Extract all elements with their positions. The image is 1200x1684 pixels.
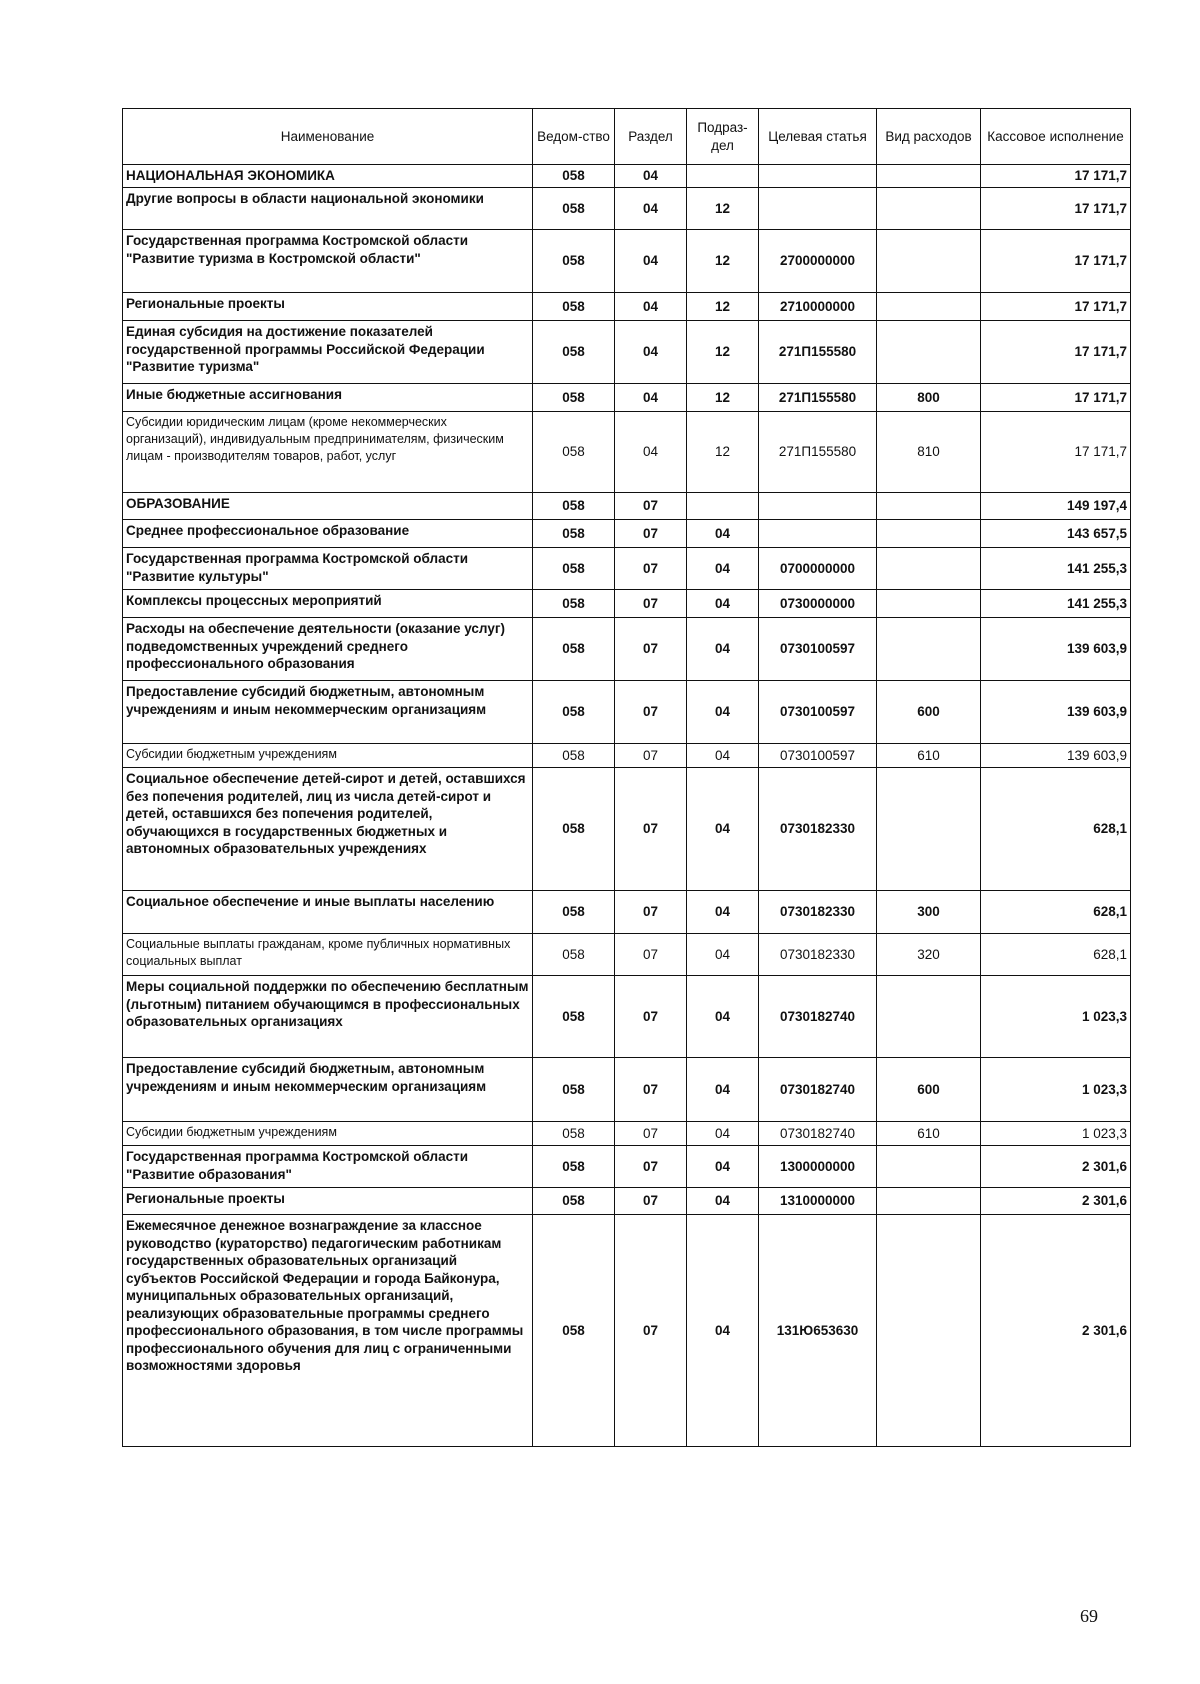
cell-vedomstvo: 058 — [533, 891, 615, 934]
cell-podrazdel: 04 — [687, 520, 759, 548]
cell-podrazdel: 12 — [687, 293, 759, 321]
cell-vedomstvo: 058 — [533, 1058, 615, 1122]
table-row — [123, 934, 1131, 976]
cell-vedomstvo: 058 — [533, 618, 615, 681]
cell-podrazdel: 04 — [687, 768, 759, 891]
cell-razdel: 07 — [615, 1122, 687, 1146]
cell-vedomstvo: 058 — [533, 976, 615, 1058]
cell-kassovoe-ispolnenie: 139 603,9 — [981, 618, 1131, 681]
table-row — [123, 1215, 1131, 1447]
table-row — [123, 744, 1131, 768]
table-row — [123, 590, 1131, 618]
cell-vid-rashodov: 320 — [877, 934, 981, 976]
table-row — [123, 1188, 1131, 1215]
cell-vedomstvo: 058 — [533, 768, 615, 891]
budget-execution-table — [122, 108, 1131, 1447]
cell-name: Субсидии бюджетным учреждениям — [123, 1122, 533, 1146]
table-row — [123, 293, 1131, 321]
table-row — [123, 1122, 1131, 1146]
cell-vid-rashodov — [877, 293, 981, 321]
cell-kassovoe-ispolnenie: 143 657,5 — [981, 520, 1131, 548]
cell-celevaya-statya: 0730100597 — [759, 681, 877, 744]
table-header-row — [123, 109, 1131, 165]
cell-name: Расходы на обеспечение деятельности (оказание услуг) подведомственных учреждений среднего профессионального образования — [123, 618, 533, 681]
cell-kassovoe-ispolnenie: 141 255,3 — [981, 548, 1131, 590]
cell-vedomstvo: 058 — [533, 293, 615, 321]
cell-vedomstvo: 058 — [533, 681, 615, 744]
cell-podrazdel: 04 — [687, 1188, 759, 1215]
cell-name: Субсидии бюджетным учреждениям — [123, 744, 533, 768]
cell-vedomstvo: 058 — [533, 1122, 615, 1146]
cell-celevaya-statya — [759, 520, 877, 548]
cell-vid-rashodov — [877, 520, 981, 548]
cell-podrazdel: 04 — [687, 1146, 759, 1188]
cell-name: Другие вопросы в области национальной экономики — [123, 188, 533, 230]
cell-name: Среднее профессиональное образование — [123, 520, 533, 548]
cell-kassovoe-ispolnenie: 2 301,6 — [981, 1188, 1131, 1215]
table-row — [123, 188, 1131, 230]
cell-razdel: 07 — [615, 548, 687, 590]
cell-celevaya-statya: 0730182330 — [759, 891, 877, 934]
cell-name: Предоставление субсидий бюджетным, автономным учреждениям и иным некоммерческим организациям — [123, 681, 533, 744]
cell-vedomstvo: 058 — [533, 321, 615, 384]
cell-name: Предоставление субсидий бюджетным, автономным учреждениям и иным некоммерческим организациям — [123, 1058, 533, 1122]
cell-razdel: 07 — [615, 520, 687, 548]
cell-celevaya-statya: 0730182740 — [759, 1122, 877, 1146]
cell-vid-rashodov: 610 — [877, 1122, 981, 1146]
cell-vedomstvo: 058 — [533, 934, 615, 976]
cell-name: Региональные проекты — [123, 1188, 533, 1215]
cell-celevaya-statya: 2710000000 — [759, 293, 877, 321]
cell-name: Меры социальной поддержки по обеспечению бесплатным (льготным) питанием обучающимся в профессиональных образовательных организациях — [123, 976, 533, 1058]
cell-celevaya-statya — [759, 165, 877, 188]
cell-name: Ежемесячное денежное вознаграждение за классное руководство (кураторство) педагогическим работникам государственных образовательных организаций субъектов Российской Федерации и города Байконура, муниципальных образовательных организаций, реализующих образовательные программы среднего профессионального образования, в том числе программы профессионального обучения для лиц с ограниченными возможностями здоровья — [123, 1215, 533, 1447]
table-row — [123, 891, 1131, 934]
cell-podrazdel: 12 — [687, 384, 759, 412]
cell-razdel: 04 — [615, 321, 687, 384]
cell-vedomstvo: 058 — [533, 230, 615, 293]
cell-name: Субсидии юридическим лицам (кроме некоммерческих организаций), индивидуальным предпринимателям, физическим лицам - производителям товаров, работ, услуг — [123, 412, 533, 493]
cell-podrazdel — [687, 493, 759, 520]
cell-celevaya-statya: 131Ю653630 — [759, 1215, 877, 1447]
cell-vid-rashodov — [877, 165, 981, 188]
cell-vid-rashodov: 600 — [877, 1058, 981, 1122]
cell-celevaya-statya: 0730182740 — [759, 976, 877, 1058]
cell-razdel: 07 — [615, 681, 687, 744]
cell-podrazdel: 12 — [687, 188, 759, 230]
cell-vid-rashodov — [877, 230, 981, 293]
cell-razdel: 07 — [615, 744, 687, 768]
cell-kassovoe-ispolnenie: 1 023,3 — [981, 976, 1131, 1058]
cell-podrazdel: 04 — [687, 1058, 759, 1122]
cell-podrazdel: 04 — [687, 1215, 759, 1447]
cell-vedomstvo: 058 — [533, 548, 615, 590]
cell-vid-rashodov — [877, 976, 981, 1058]
cell-razdel: 07 — [615, 1146, 687, 1188]
table-row — [123, 1058, 1131, 1122]
table-row — [123, 768, 1131, 891]
cell-vid-rashodov — [877, 1188, 981, 1215]
cell-kassovoe-ispolnenie: 2 301,6 — [981, 1215, 1131, 1447]
cell-kassovoe-ispolnenie: 1 023,3 — [981, 1058, 1131, 1122]
cell-podrazdel: 04 — [687, 548, 759, 590]
cell-razdel: 07 — [615, 1215, 687, 1447]
cell-razdel: 07 — [615, 976, 687, 1058]
cell-celevaya-statya: 0730182330 — [759, 934, 877, 976]
table-row — [123, 976, 1131, 1058]
cell-vedomstvo: 058 — [533, 1146, 615, 1188]
cell-kassovoe-ispolnenie: 628,1 — [981, 934, 1131, 976]
cell-vid-rashodov — [877, 768, 981, 891]
table-row — [123, 1146, 1131, 1188]
cell-podrazdel: 12 — [687, 230, 759, 293]
cell-razdel: 07 — [615, 768, 687, 891]
cell-celevaya-statya: 271П155580 — [759, 384, 877, 412]
cell-kassovoe-ispolnenie: 17 171,7 — [981, 230, 1131, 293]
table-row — [123, 321, 1131, 384]
cell-name: Государственная программа Костромской области "Развитие культуры" — [123, 548, 533, 590]
cell-celevaya-statya: 0730100597 — [759, 744, 877, 768]
cell-razdel: 07 — [615, 590, 687, 618]
cell-kassovoe-ispolnenie: 17 171,7 — [981, 188, 1131, 230]
cell-vedomstvo: 058 — [533, 412, 615, 493]
header-podrazdel: Подраз-дел — [687, 109, 759, 165]
cell-podrazdel: 04 — [687, 618, 759, 681]
cell-razdel: 07 — [615, 1188, 687, 1215]
cell-kassovoe-ispolnenie: 628,1 — [981, 768, 1131, 891]
table-row — [123, 548, 1131, 590]
cell-razdel: 04 — [615, 293, 687, 321]
table-body — [123, 165, 1131, 1447]
header-name: Наименование — [123, 109, 533, 165]
cell-vedomstvo: 058 — [533, 165, 615, 188]
cell-podrazdel: 04 — [687, 590, 759, 618]
cell-razdel: 04 — [615, 188, 687, 230]
cell-vedomstvo: 058 — [533, 493, 615, 520]
cell-kassovoe-ispolnenie: 149 197,4 — [981, 493, 1131, 520]
cell-vid-rashodov: 800 — [877, 384, 981, 412]
cell-podrazdel: 12 — [687, 321, 759, 384]
cell-kassovoe-ispolnenie: 17 171,7 — [981, 293, 1131, 321]
cell-celevaya-statya: 0700000000 — [759, 548, 877, 590]
cell-celevaya-statya: 0730100597 — [759, 618, 877, 681]
cell-podrazdel: 04 — [687, 891, 759, 934]
cell-razdel: 07 — [615, 934, 687, 976]
table-row — [123, 412, 1131, 493]
cell-razdel: 07 — [615, 1058, 687, 1122]
cell-celevaya-statya: 271П155580 — [759, 321, 877, 384]
header-kassovoe-ispolnenie: Кассовое исполнение — [981, 109, 1131, 165]
cell-kassovoe-ispolnenie: 628,1 — [981, 891, 1131, 934]
cell-kassovoe-ispolnenie: 1 023,3 — [981, 1122, 1131, 1146]
cell-razdel: 04 — [615, 230, 687, 293]
table-row — [123, 681, 1131, 744]
cell-razdel: 04 — [615, 384, 687, 412]
cell-celevaya-statya — [759, 493, 877, 520]
cell-kassovoe-ispolnenie: 17 171,7 — [981, 321, 1131, 384]
cell-name: ОБРАЗОВАНИЕ — [123, 493, 533, 520]
cell-kassovoe-ispolnenie: 139 603,9 — [981, 744, 1131, 768]
cell-vid-rashodov — [877, 1146, 981, 1188]
cell-name: Государственная программа Костромской области "Развитие образования" — [123, 1146, 533, 1188]
cell-vedomstvo: 058 — [533, 384, 615, 412]
cell-razdel: 07 — [615, 618, 687, 681]
cell-kassovoe-ispolnenie: 17 171,7 — [981, 165, 1131, 188]
cell-vedomstvo: 058 — [533, 188, 615, 230]
cell-celevaya-statya: 0730182740 — [759, 1058, 877, 1122]
cell-celevaya-statya — [759, 188, 877, 230]
cell-kassovoe-ispolnenie: 17 171,7 — [981, 384, 1131, 412]
cell-celevaya-statya: 1310000000 — [759, 1188, 877, 1215]
cell-kassovoe-ispolnenie: 141 255,3 — [981, 590, 1131, 618]
cell-kassovoe-ispolnenie: 139 603,9 — [981, 681, 1131, 744]
cell-celevaya-statya: 2700000000 — [759, 230, 877, 293]
header-razdel: Раздел — [615, 109, 687, 165]
cell-podrazdel: 04 — [687, 1122, 759, 1146]
cell-vedomstvo: 058 — [533, 1215, 615, 1447]
cell-podrazdel: 12 — [687, 412, 759, 493]
header-celevaya-statya: Целевая статья — [759, 109, 877, 165]
cell-name: Иные бюджетные ассигнования — [123, 384, 533, 412]
cell-vid-rashodov — [877, 548, 981, 590]
cell-name: Государственная программа Костромской области "Развитие туризма в Костромской области" — [123, 230, 533, 293]
table-row — [123, 230, 1131, 293]
table-row — [123, 520, 1131, 548]
cell-name: Социальные выплаты гражданам, кроме публичных нормативных социальных выплат — [123, 934, 533, 976]
header-vedomstvo: Ведом-ство — [533, 109, 615, 165]
cell-celevaya-statya: 271П155580 — [759, 412, 877, 493]
cell-name: Социальное обеспечение и иные выплаты населению — [123, 891, 533, 934]
cell-razdel: 07 — [615, 891, 687, 934]
cell-vid-rashodov — [877, 618, 981, 681]
cell-vedomstvo: 058 — [533, 1188, 615, 1215]
cell-podrazdel: 04 — [687, 934, 759, 976]
cell-celevaya-statya: 0730182330 — [759, 768, 877, 891]
table-row — [123, 618, 1131, 681]
cell-razdel: 04 — [615, 412, 687, 493]
cell-vid-rashodov: 600 — [877, 681, 981, 744]
cell-kassovoe-ispolnenie: 17 171,7 — [981, 412, 1131, 493]
page-number: 69 — [1080, 1606, 1098, 1626]
cell-kassovoe-ispolnenie: 2 301,6 — [981, 1146, 1131, 1188]
cell-vid-rashodov: 810 — [877, 412, 981, 493]
cell-razdel: 04 — [615, 165, 687, 188]
cell-celevaya-statya: 1300000000 — [759, 1146, 877, 1188]
cell-vid-rashodov — [877, 1215, 981, 1447]
cell-vedomstvo: 058 — [533, 744, 615, 768]
cell-vid-rashodov: 610 — [877, 744, 981, 768]
cell-vid-rashodov — [877, 493, 981, 520]
cell-vedomstvo: 058 — [533, 520, 615, 548]
cell-vid-rashodov: 300 — [877, 891, 981, 934]
cell-name: Социальное обеспечение детей-сирот и детей, оставшихся без попечения родителей, лиц из числа детей-сирот и детей, оставшихся без попечения родителей, обучающихся в государственных бюджетных и автономных образовательных учреждениях — [123, 768, 533, 891]
cell-podrazdel: 04 — [687, 744, 759, 768]
cell-name: Комплексы процессных мероприятий — [123, 590, 533, 618]
cell-podrazdel: 04 — [687, 681, 759, 744]
cell-razdel: 07 — [615, 493, 687, 520]
cell-vid-rashodov — [877, 321, 981, 384]
cell-name: НАЦИОНАЛЬНАЯ ЭКОНОМИКА — [123, 165, 533, 188]
header-vid-rashodov: Вид расходов — [877, 109, 981, 165]
cell-vid-rashodov — [877, 188, 981, 230]
table-row — [123, 165, 1131, 188]
cell-vedomstvo: 058 — [533, 590, 615, 618]
cell-vid-rashodov — [877, 590, 981, 618]
table-row — [123, 384, 1131, 412]
cell-name: Единая субсидия на достижение показателей государственной программы Российской Федерации "Развитие туризма" — [123, 321, 533, 384]
cell-celevaya-statya: 0730000000 — [759, 590, 877, 618]
cell-podrazdel: 04 — [687, 976, 759, 1058]
table-row — [123, 493, 1131, 520]
cell-podrazdel — [687, 165, 759, 188]
cell-name: Региональные проекты — [123, 293, 533, 321]
